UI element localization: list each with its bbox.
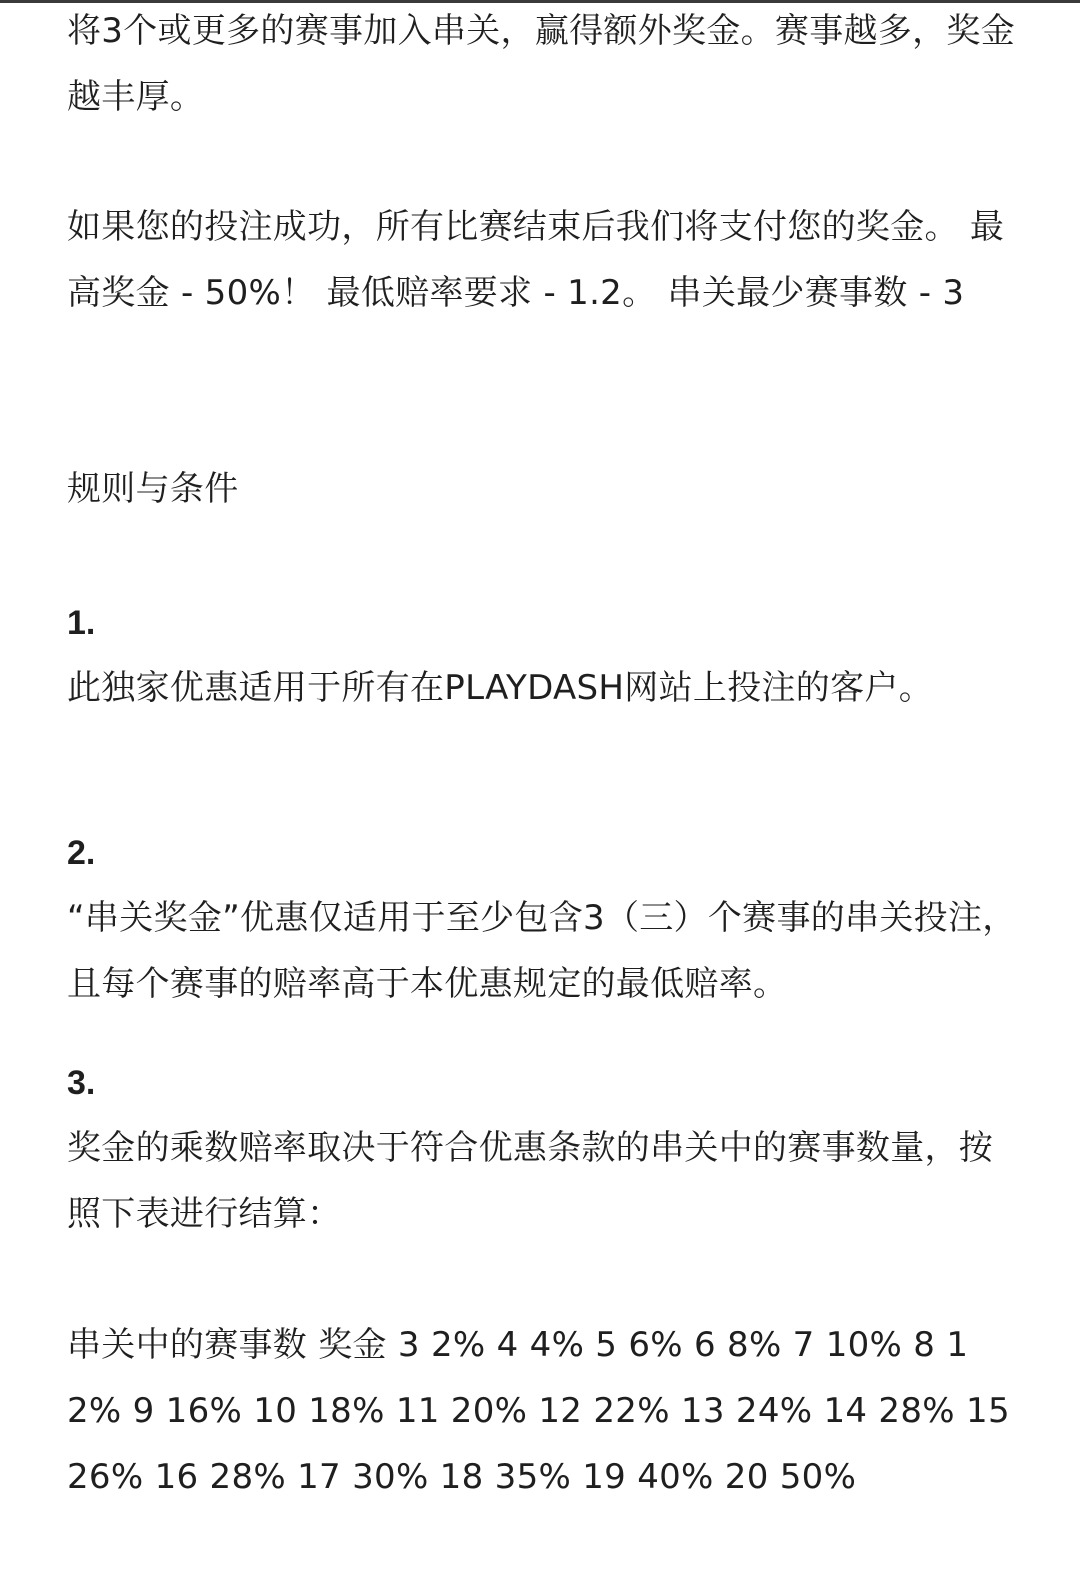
rule-text: 奖金的乘数赔率取决于符合优惠条款的串关中的赛事数量，按照下表进行结算： xyxy=(67,1128,994,1234)
payout-paragraph: 如果您的投注成功，所有比赛结束后我们将支付您的奖金。 最高奖金 - 50%！ 最低赔率要求 - 1.2。 串关最少赛事数 - 3 xyxy=(67,207,1005,313)
rule-number: 1. xyxy=(67,604,96,642)
bonus-table-text: 串关中的赛事数 奖金 3 2% 4 4% 5 6% 6 8% 7 10% 8 12% 9 16% 10 18% 11 20% 12 22% 13 24% 14 28% 15 26% 16 28% 17 30% 18 35% 19 40% 20 50% xyxy=(67,1325,1010,1497)
rule-text: “串关奖金”优惠仅适用于至少包含3（三）个赛事的串关投注，且每个赛事的赔率高于本优惠规定的最低赔率。 xyxy=(67,898,1017,1004)
rule-number: 3. xyxy=(67,1064,96,1102)
intro-paragraph: 将3个或更多的赛事加入串关，赢得额外奖金。赛事越多，奖金越丰厚。 xyxy=(67,11,1016,117)
rule-text: 此独家优惠适用于所有在PLAYDASH网站上投注的客户。 xyxy=(67,668,934,708)
rules-heading: 规则与条件 xyxy=(67,469,239,509)
rule-number: 2. xyxy=(67,834,96,872)
